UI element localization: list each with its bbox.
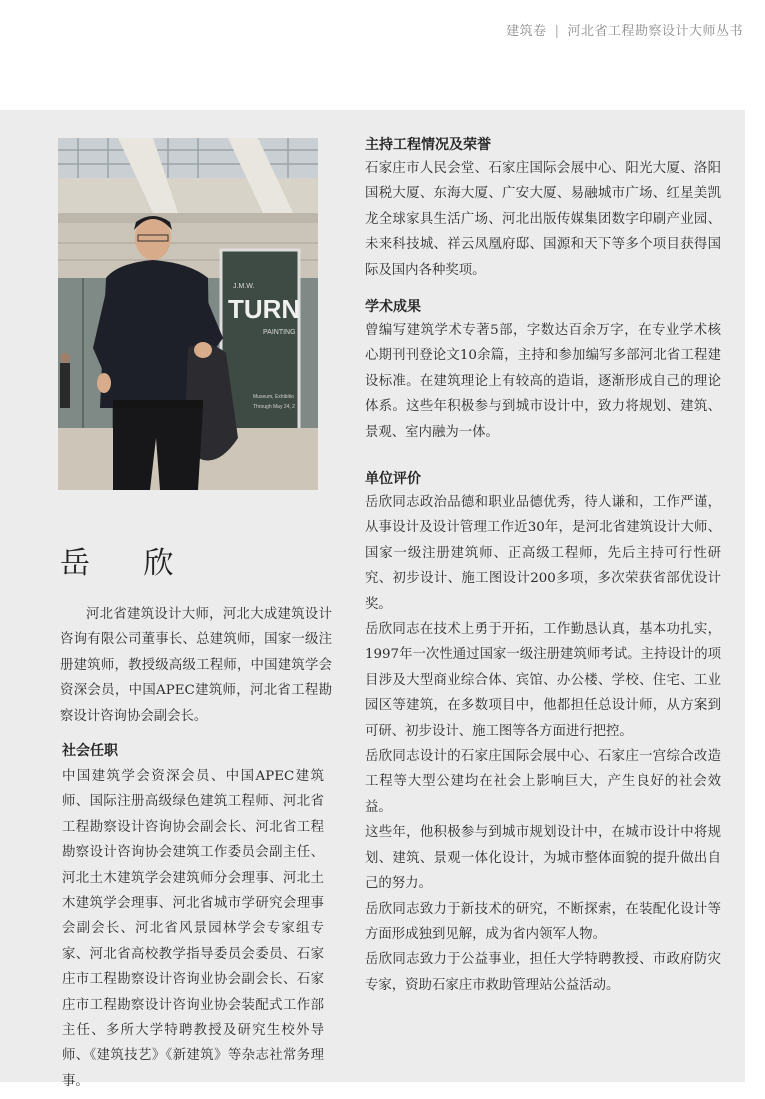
evaluation-paragraph: 岳欣同志在技术上勇于开拓，工作勤恳认真，基本功扎实，1997年一次性通过国家一级注册建筑师考试。主持设计的项目涉及大型商业综合体、宾馆、办公楼、学校、住宅、工业园区等建筑，在多数项目中，他都担任总设计师，从方案到可研、初步设计、施工图等各方面进行把控。 (365, 622, 721, 739)
portrait-photo (58, 138, 318, 490)
person-bio: 河北省建筑设计大师，河北大成建筑设计咨询有限公司董事长、总建筑师，国家一级注册建筑师，教授级高级工程师，中国建筑学会资深会员，中国APEC建筑师，河北省工程勘察设计咨询协会副会长。 (60, 607, 332, 724)
header-volume: 建筑卷 (506, 24, 547, 39)
evaluation-paragraph: 岳欣同志致力于新技术的研究，不断探索，在装配化设计等方面形成独到见解，成为省内领军人物。 (365, 901, 721, 942)
section-body-social: 中国建筑学会资深会员、中国APEC建筑师、国际注册高级绿色建筑工程师、河北省工程勘察设计咨询协会副会长、河北省工程勘察设计咨询协会建筑工作委员会副主任、河北土木建筑学会建筑师分会理事、河北土木建筑学会理事、河北省城市学研究会理事会副会长、河北省风景园林学会专家组专家、河北省高校教学指导委员会委员、石家庄市工程勘察设计咨询业协会副会长、石家庄市工程勘察设计咨询业协会装配式工作部主任、多所大学特聘教授及研究生校外导师、《建筑技艺》《新建筑》等杂志社常务理事。 (62, 769, 324, 1089)
person-name: 岳 欣 (60, 546, 196, 581)
section-title-social: 社会任职 (62, 743, 118, 759)
evaluation-paragraph: 岳欣同志设计的石家庄国际会展中心、石家庄一宫综合改造工程等大型公建均在社会上影响巨大，产生良好的社会效益。 (365, 749, 721, 815)
header-series: 河北省工程勘察设计大师丛书 (567, 24, 743, 39)
banner-small-title: J.M.W. (233, 283, 255, 290)
portrait-illustration (58, 138, 318, 490)
page-header (506, 20, 743, 39)
banner-small-2: Through May 24, 2 (253, 404, 295, 410)
banner-title: TURN (228, 294, 301, 324)
section-title-projects: 主持工程情况及荣誉 (365, 137, 491, 153)
banner-small-1: Museum, Exhibitio (253, 394, 294, 400)
section-title-evaluation: 单位评价 (365, 471, 421, 487)
banner-subtitle: PAINTING (263, 329, 296, 336)
header-separator: | (554, 24, 560, 39)
section-body-evaluation (365, 490, 721, 998)
evaluation-paragraph: 岳欣同志政治品德和职业品德优秀，待人谦和，工作严谨，从事设计及设计管理工作近30年，是河北省建筑设计大师、国家一级注册建筑师、正高级工程师，先后主持可行性研究、初步设计、施工图设计200多项，多次荣获省部优设计奖。 (365, 495, 721, 612)
section-body-projects: 石家庄市人民会堂、石家庄国际会展中心、阳光大厦、洛阳国税大厦、东海大厦、广安大厦、易融城市广场、红星美凯龙全球家具生活广场、河北出版传媒集团数字印刷产业园、未来科技城、祥云凤凰府邸、国源和天下等多个项目获得国际及国内各种奖项。 (365, 161, 721, 278)
section-title-academic: 学术成果 (365, 299, 421, 315)
evaluation-paragraph: 岳欣同志致力于公益事业，担任大学特聘教授、市政府防灾专家，资助石家庄市救助管理站公益活动。 (365, 952, 721, 993)
evaluation-paragraph: 这些年，他积极参与到城市规划设计中，在城市设计中将规划、建筑、景观一体化设计，为城市整体面貌的提升做出自己的努力。 (365, 825, 721, 892)
section-body-academic: 曾编写建筑学术专著5部，字数达百余万字，在专业学术核心期刊刊登论文10余篇，主持和参加编写多部河北省工程建设标准。在建筑理论上有较高的造诣，逐渐形成自己的理论体系。这些年积极参与到城市设计中，致力将规划、建筑、景观、室内融为一体。 (365, 323, 721, 440)
